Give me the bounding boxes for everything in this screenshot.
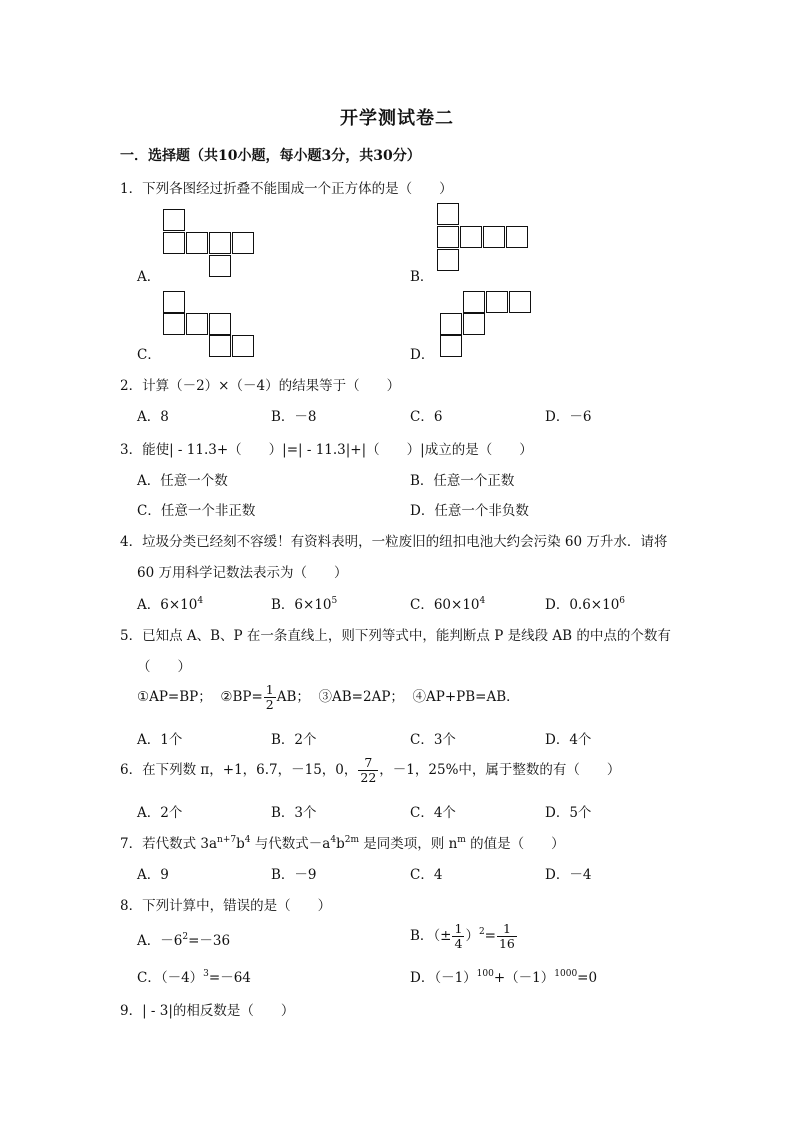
question-5-stem-line1: 5．已知点 A、B、P 在一条直线上，则下列等式中，能判断点 P 是线段 AB 的中点的个数有 xyxy=(120,628,671,644)
question-6-stem: 6．在下列数 π，+1，6.7，－15，0， $\frac{7}{22}$ ，－1，25%中，属于整数的有（ ） xyxy=(120,755,621,785)
q1-option-a-label: A． xyxy=(137,269,161,285)
q6-option-b: B．3个 xyxy=(271,805,317,821)
q7-option-a: A．9 xyxy=(137,867,169,883)
q5-statements xyxy=(137,683,520,712)
question-4-stem-line1: 4．垃圾分类已经刻不容缓！有资料表明，一粒废旧的纽扣电池大约会污染 60 万升水．请将 xyxy=(120,534,668,550)
q2-option-d: D．－6 xyxy=(545,409,592,425)
q8-option-b: B．（± $\frac{1}{4}$ ）$^2$= $\frac{1}{16}$ xyxy=(410,921,515,951)
q3-option-c: C．任意一个非正数 xyxy=(137,503,256,519)
q4-option-a: A．$6\times 10^4$ xyxy=(137,596,204,613)
q5-statement-4: ④AP+PB=AB． xyxy=(412,689,520,705)
q7-option-c: C．4 xyxy=(410,867,443,883)
q5-option-b: B．2个 xyxy=(271,732,317,748)
section-heading: 一．选择题（共10小题，每小题3分，共30分） xyxy=(120,148,421,164)
question-7-stem: 7．若代数式 $3a^{n+7}b^4$ 与代数式$-a^4b^{2m}$ 是同类项，则 $n^m$ 的值是（ ） xyxy=(120,835,565,852)
q4-option-b: B．$6\times 10^5$ xyxy=(271,596,338,613)
question-4-stem-line2: 60 万用科学记数法表示为（ ） xyxy=(137,565,348,581)
q5-statement-3: ③AB=2AP； xyxy=(318,689,404,705)
q3-option-b: B．任意一个正数 xyxy=(410,473,515,489)
q1-option-c-label: C． xyxy=(137,347,161,363)
question-3-stem: 3．能使| - 11.3+（ ）|=| - 11.3|+|（ ）|成立的是（ ） xyxy=(120,442,533,458)
q7-option-b: B．－9 xyxy=(271,867,317,883)
q1-option-d-label: D． xyxy=(410,347,435,363)
q8-option-d: D．$(-1)^{100}+(-1)^{1000}=0$ xyxy=(410,969,598,986)
page-title: 开学测试卷二 xyxy=(340,108,454,129)
question-8-stem: 8．下列计算中，错误的是（ ） xyxy=(120,898,332,914)
q5-option-c: C．3个 xyxy=(410,732,456,748)
q8-option-a: A．$-6^2=-36$ xyxy=(137,932,231,949)
q2-option-b: B．－8 xyxy=(271,409,317,425)
q1-option-b-label: B． xyxy=(410,269,434,285)
q5-option-a: A．1个 xyxy=(137,732,183,748)
question-9-stem: 9．| - 3|的相反数是（ ） xyxy=(120,1003,295,1019)
q4-option-c: C．$60\times 10^4$ xyxy=(410,596,486,613)
q6-option-d: D．5个 xyxy=(545,805,592,821)
q3-option-d: D．任意一个非负数 xyxy=(410,503,529,519)
q4-option-d: D．$0.6\times 10^6$ xyxy=(545,596,626,613)
question-5-stem-line2: （ ） xyxy=(137,659,191,675)
q5-statement-1: ①AP=BP； xyxy=(137,689,212,705)
q2-option-a: A．8 xyxy=(137,409,169,425)
q3-option-a: A．任意一个数 xyxy=(137,473,228,489)
question-1-stem: 1．下列各图经过折叠不能围成一个正方体的是（ ） xyxy=(120,181,453,197)
q8-option-c: C．$(-4)^3=-64$ xyxy=(137,969,251,986)
q5-statement-2: ②BP= $\frac{1}{2}$ AB； xyxy=(220,682,310,712)
q6-option-a: A．2个 xyxy=(137,805,183,821)
q6-option-c: C．4个 xyxy=(410,805,456,821)
q5-option-d: D．4个 xyxy=(545,732,592,748)
question-2-stem: 2．计算（－2）×（－4）的结果等于（ ） xyxy=(120,378,401,394)
q7-option-d: D．－4 xyxy=(545,867,592,883)
q2-option-c: C．6 xyxy=(410,409,443,425)
